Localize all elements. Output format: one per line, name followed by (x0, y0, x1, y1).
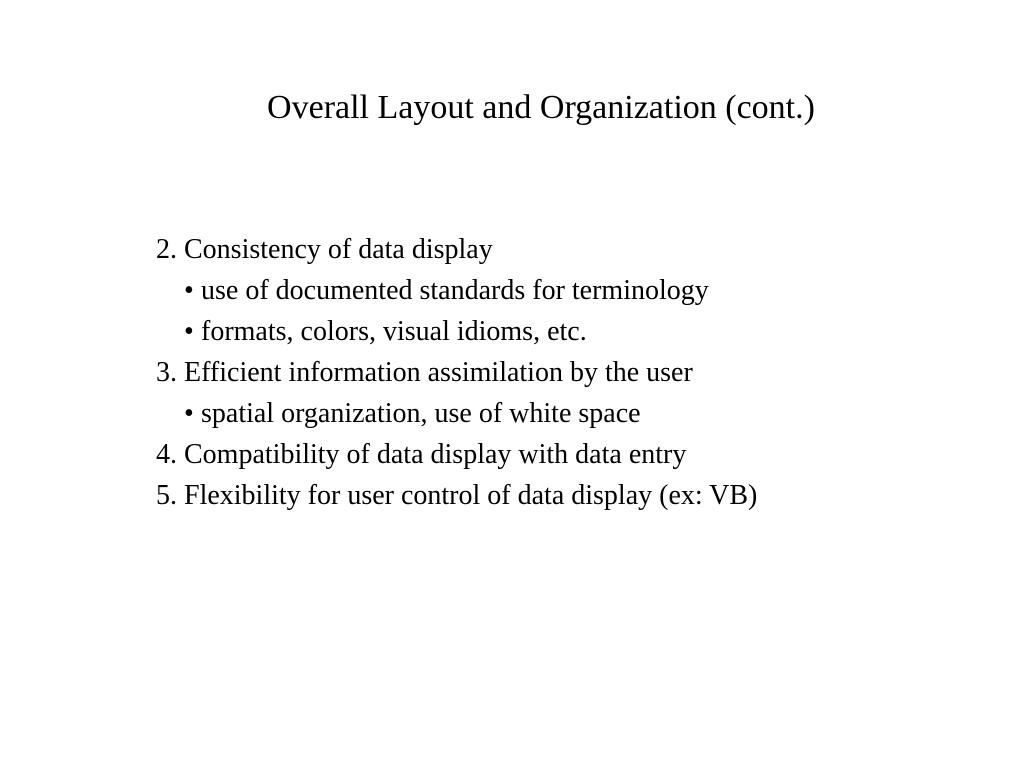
subitem-text: use of documented standards for terminology (201, 275, 709, 306)
bullet-icon: • (184, 398, 194, 429)
bullet-icon: • (184, 316, 194, 347)
item-text: 3. Efficient information assimilation by the user (156, 357, 693, 388)
slide-content (156, 229, 976, 516)
subitem-formats-colors (156, 311, 976, 352)
item-consistency (156, 229, 976, 270)
subitem-spatial-organization (156, 393, 976, 434)
bullet-icon: • (184, 275, 194, 306)
item-flexibility (156, 475, 976, 516)
item-text: 2. Consistency of data display (156, 234, 493, 265)
item-efficient-assimilation (156, 352, 976, 393)
subitem-text: formats, colors, visual idioms, etc. (201, 316, 587, 347)
subitem-text: spatial organization, use of white space (201, 398, 641, 429)
subitem-standards-terminology (156, 270, 976, 311)
slide-title: Overall Layout and Organization (cont.) (267, 89, 815, 126)
item-compatibility (156, 434, 976, 475)
item-text: 5. Flexibility for user control of data display (ex: VB) (156, 480, 758, 511)
item-text: 4. Compatibility of data display with data entry (156, 439, 687, 470)
